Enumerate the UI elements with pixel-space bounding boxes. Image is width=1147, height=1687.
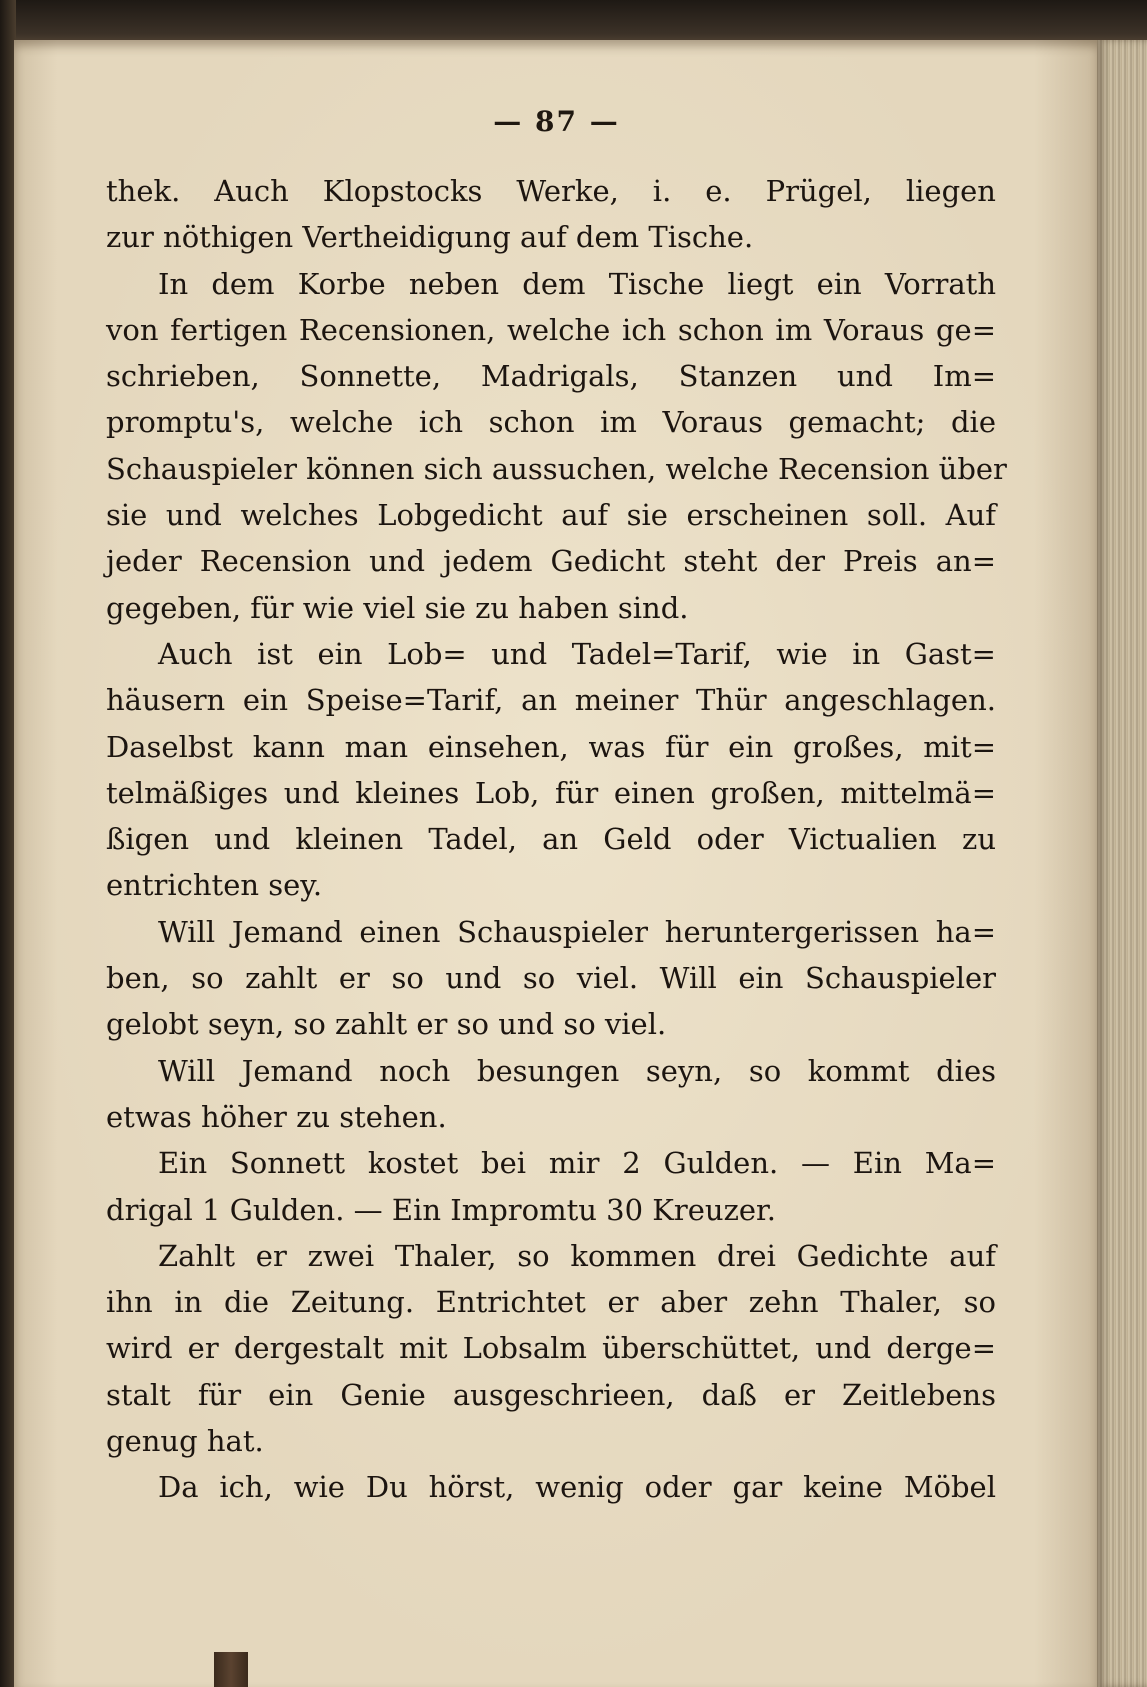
text-line: ßigen und kleinen Tadel, an Geld oder Victualien zu [106,822,996,857]
text-line: Ein Sonnett kostet bei mir 2 Gulden. — Ein Ma= [158,1146,996,1181]
text-line: stalt für ein Genie ausgeschrieen, daß er Zeitlebens [106,1377,996,1412]
text-line: jeder Recension und jedem Gedicht steht der Preis an= [106,544,996,579]
text-line: thek. Auch Klopstocks Werke, i. e. Prügel, liegen [106,174,996,208]
text-line: Zahlt er zwei Thaler, so kommen drei Gedichte auf [158,1238,996,1273]
text-line: genug hat. [106,1424,264,1459]
text-line: wird er dergestalt mit Lobsalm überschüttet, und derge= [106,1331,996,1366]
text-line: sie und welches Lobgedicht auf sie erscheinen soll. Auf [106,498,996,533]
text-line: von fertigen Recensionen, welche ich schon im Voraus ge= [106,312,996,347]
book-page [14,40,1099,1687]
text-line: Schauspieler können sich aussuchen, welche Recension über [106,451,1007,486]
text-line: promptu's, welche ich schon im Voraus gemacht; die [106,405,996,440]
text-line: Will Jemand noch besungen seyn, so kommt dies [158,1053,996,1088]
text-line: Da ich, wie Du hörst, wenig oder gar keine Möbel [158,1470,996,1505]
text-line: ben, so zahlt er so und so viel. Will ein Schauspieler [106,961,996,996]
page-number: — 87 — [493,105,620,138]
text-line: etwas höher zu stehen. [106,1099,447,1134]
text-line: drigal 1 Gulden. — Ein Impromtu 30 Kreuzer. [106,1192,776,1227]
text-line: entrichten sey. [106,868,323,903]
text-line: gegeben, für wie viel sie zu haben sind. [106,590,689,625]
text-line: häusern ein Speise=Tarif, an meiner Thür angeschlagen. [106,683,996,718]
text-line: Daselbst kann man einsehen, was für ein großes, mit= [106,729,996,764]
text-line: ihn in die Zeitung. Entrichtet er aber zehn Thaler, so [106,1285,996,1320]
text-line: schrieben, Sonnette, Madrigals, Stanzen und Im= [106,359,996,394]
text-line: gelobt seyn, so zahlt er so und so viel. [106,1007,667,1042]
body-text [106,168,1007,1511]
text-line: Auch ist ein Lob= und Tadel=Tarif, wie in Gast= [158,636,996,671]
text-line: zur nöthigen Vertheidigung auf dem Tische. [106,220,754,255]
text-line: Will Jemand einen Schauspieler heruntergerissen ha= [158,914,996,949]
bookmark-ribbon [214,1652,248,1687]
text-line: In dem Korbe neben dem Tische liegt ein Vorrath [158,266,996,301]
page-stack-edge [1097,40,1147,1687]
text-line: telmäßiges und kleines Lob, für einen großen, mittelmä= [106,775,996,810]
